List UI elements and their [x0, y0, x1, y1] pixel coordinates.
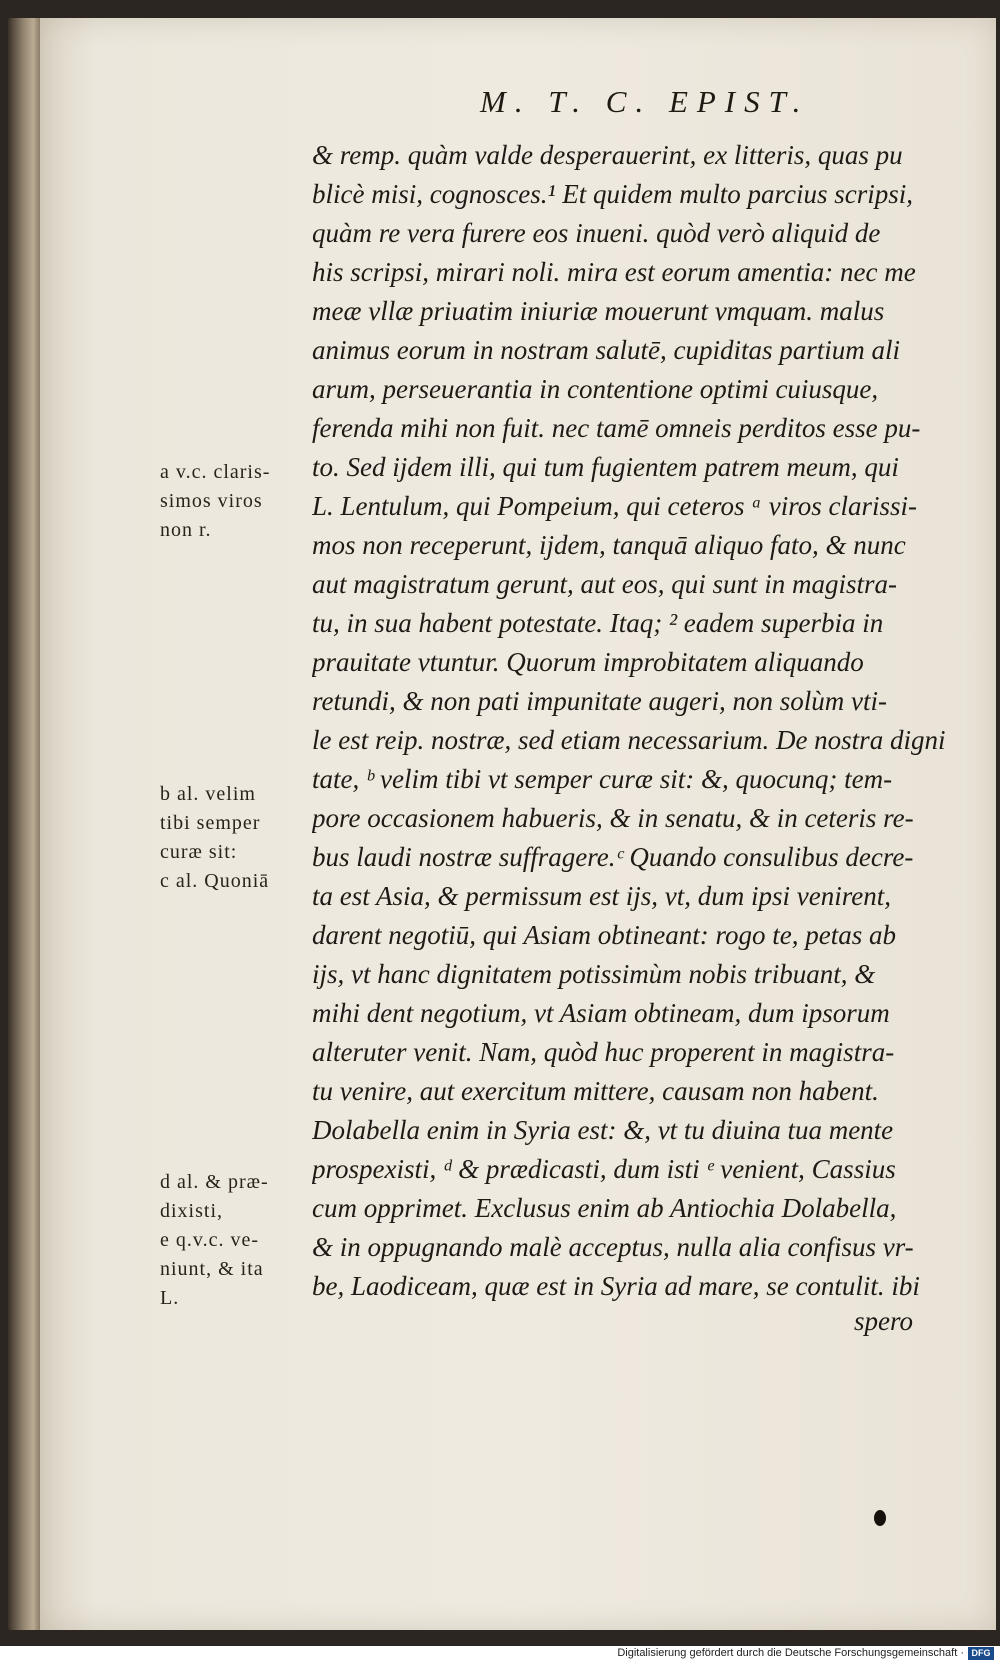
margin-note-d-e [160, 1168, 310, 1313]
margin-note-line: b al. velim [160, 783, 256, 805]
margin-note-line: d al. & præ- [160, 1171, 269, 1193]
margin-note-line: a v.c. claris- [160, 461, 271, 483]
text-line: Dolabella enim in Syria est: &, vt tu diuina tua mente [312, 1115, 894, 1145]
text-line: cum opprimet. Exclusus enim ab Antiochia Dolabella, [312, 1193, 897, 1223]
margin-note-line: L. [160, 1287, 180, 1309]
dfg-logo-icon: DFG [968, 1647, 994, 1660]
book-edge [8, 18, 44, 1630]
text-line: mos non receperunt, ijdem, tanquā aliquo fato, & nunc [312, 530, 906, 560]
text-line: ijs, vt hanc dignitatem potissimùm nobis tribuant, & [312, 959, 876, 989]
text-line: alteruter venit. Nam, quòd huc properent in magistra- [312, 1037, 895, 1067]
text-line: his scripsi, mirari noli. mira est eorum amentia: nec me [312, 257, 916, 287]
text-line: bus laudi nostræ suffragere.ᶜ Quando consulibus decre- [312, 842, 914, 872]
margin-note-b-c [160, 780, 310, 896]
text-line: mihi dent negotium, vt Asiam obtineam, dum ipsorum [312, 998, 890, 1028]
text-line: to. Sed ijdem illi, qui tum fugientem patrem meum, qui [312, 452, 899, 482]
margin-note-line: curæ sit: [160, 841, 238, 863]
margin-note-line: dixisti, [160, 1200, 224, 1222]
text-line: pore occasionem habueris, & in senatu, & in ceteris re- [312, 803, 914, 833]
body-text [312, 136, 967, 1306]
text-line: ta est Asia, & permissum est ijs, vt, dum ipsi venirent, [312, 881, 891, 911]
margin-note-line: tibi semper [160, 812, 261, 834]
text-line: tu venire, aut exercitum mittere, causam non habent. [312, 1076, 879, 1106]
text-line: L. Lentulum, qui Pompeium, qui ceteros ᵃ viros clarissi- [312, 491, 917, 521]
margin-note-a [160, 458, 310, 545]
text-line: tu, in sua habent potestate. Itaq; ² eadem superbia in [312, 608, 884, 638]
text-line: aut magistratum gerunt, aut eos, qui sunt in magistra- [312, 569, 898, 599]
footer-credit: Digitalisierung gefördert durch die Deutsche Forschungsgemeinschaft · [617, 1647, 964, 1659]
text-line: darent negotiū, qui Asiam obtineant: rogo te, petas ab [312, 920, 896, 950]
ink-blot [874, 1510, 886, 1526]
margin-note-line: c al. Quoniā [160, 870, 270, 892]
text-line: retundi, & non pati impunitate augeri, non solùm vti- [312, 686, 887, 716]
text-line: ferenda mihi non fuit. nec tamē omneis perditos esse pu- [312, 413, 921, 443]
margin-note-line: niunt, & ita [160, 1258, 264, 1280]
text-line: le est reip. nostræ, sed etiam necessarium. De nostra digni [312, 725, 946, 755]
margin-note-line: simos viros [160, 490, 263, 512]
margin-note-line: non r. [160, 519, 212, 541]
text-line: prospexisti, ᵈ & prædicasti, dum isti ᵉ venient, Cassius [312, 1154, 896, 1184]
text-line: be, Laodiceam, quæ est in Syria ad mare, se contulit. ibi [312, 1271, 920, 1301]
text-line: & remp. quàm valde desperauerint, ex litteris, quas pu [312, 140, 903, 170]
running-head: M. T. C. EPIST. [480, 84, 810, 119]
text-line: & in oppugnando malè acceptus, nulla alia confisus vr- [312, 1232, 914, 1262]
text-line: quàm re vera furere eos inueni. quòd verò aliquid de [312, 218, 881, 248]
text-line: blicè misi, cognosces.¹ Et quidem multo parcius scripsi, [312, 179, 914, 209]
text-line: animus eorum in nostram salutē, cupiditas partium ali [312, 335, 901, 365]
margin-note-line: e q.v.c. ve- [160, 1229, 259, 1251]
catchword: spero [854, 1306, 913, 1336]
text-line: prauitate vtuntur. Quorum improbitatem aliquando [312, 647, 864, 677]
text-line: tate, ᵇ velim tibi vt semper curæ sit: &, quocunq; tem- [312, 764, 893, 794]
footer-bar [0, 1646, 1000, 1663]
text-line: meæ vllæ priuatim iniuriæ mouerunt vmquam. malus [312, 296, 885, 326]
text-line: arum, perseuerantia in contentione optimi cuiusque, [312, 374, 879, 404]
